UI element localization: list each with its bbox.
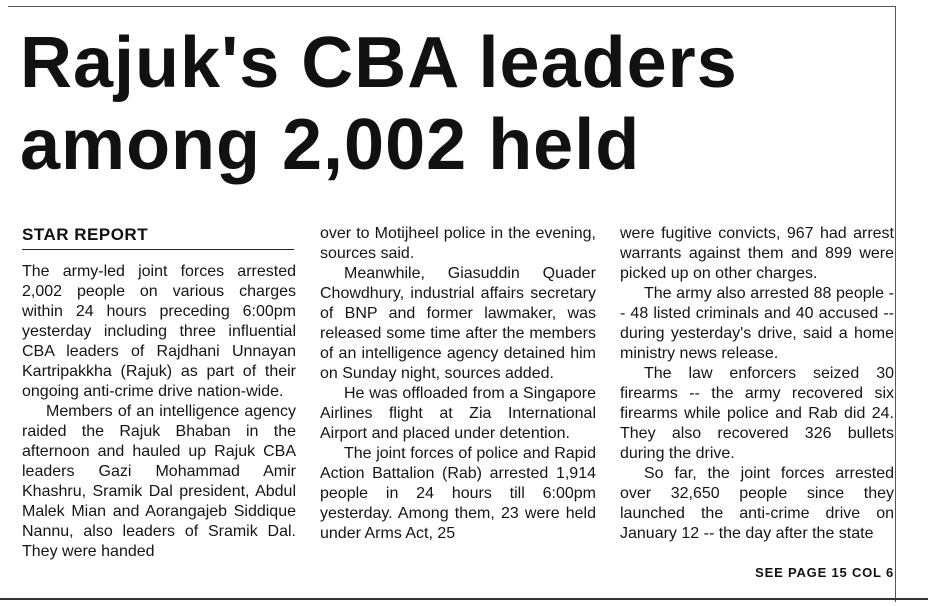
headline-line-1: Rajuk's CBA leaders xyxy=(20,23,738,103)
paragraph: Meanwhile, Giasuddin Quader Chowdhury, industrial affairs secretary of BNP and former lawmaker, was released some time after the members of an intelligence agency detained him on Sunday night, sources added. xyxy=(320,265,596,382)
paragraph: were fugitive convicts, 967 had arrest warrants against them and 899 were picked up on other charges. xyxy=(620,225,894,282)
paragraph: The army-led joint forces arrested 2,002 people on various charges within 24 hours preceding 6:00pm yesterday including three influential CBA leaders of Rajdhani Unnayan Kartripakkha (Rajuk) as part of their ongoing anti-crime drive nation-wide. xyxy=(22,263,296,400)
headline-line-2: among 2,002 held xyxy=(20,105,641,185)
byline-text: STAR REPORT xyxy=(22,225,149,244)
paragraph: So far, the joint forces arrested over 32,650 people since they launched the anti-crime drive on January 12 -- the day after the state xyxy=(620,465,894,542)
paragraph: over to Motijheel police in the evening, sources said. xyxy=(320,225,596,262)
article-column-2 xyxy=(320,224,596,544)
paragraph: The joint forces of police and Rapid Action Battalion (Rab) arrested 1,914 people in 24 hours till 6:00pm yesterday. Among them, 23 were held under Arms Act, 25 xyxy=(320,445,596,542)
paragraph: He was offloaded from a Singapore Airlines flight at Zia International Airport and placed under detention. xyxy=(320,385,596,442)
paragraph: The army also arrested 88 people -- 48 listed criminals and 40 accused -- during yesterday's drive, said a home ministry news release. xyxy=(620,285,894,362)
continued-on-page-note: SEE PAGE 15 COL 6 xyxy=(755,565,894,580)
article-column-1 xyxy=(22,262,296,562)
bottom-rule xyxy=(0,598,928,600)
paragraph: Members of an intelligence agency raided the Rajuk Bhaban in the afternoon and hauled up Rajuk CBA leaders Gazi Mohammad Amir Khashru, Sramik Dal president, Abdul Malek Mian and Aorangajeb Siddique Nannu, also leaders of Sramik Dal. They were handed xyxy=(22,403,296,560)
article-column-3 xyxy=(620,224,894,544)
byline xyxy=(22,225,294,250)
paragraph: The law enforcers seized 30 firearms -- the army recovered six firearms while police and Rab did 24. They also recovered 326 bullets during the drive. xyxy=(620,365,894,462)
headline xyxy=(20,22,900,186)
